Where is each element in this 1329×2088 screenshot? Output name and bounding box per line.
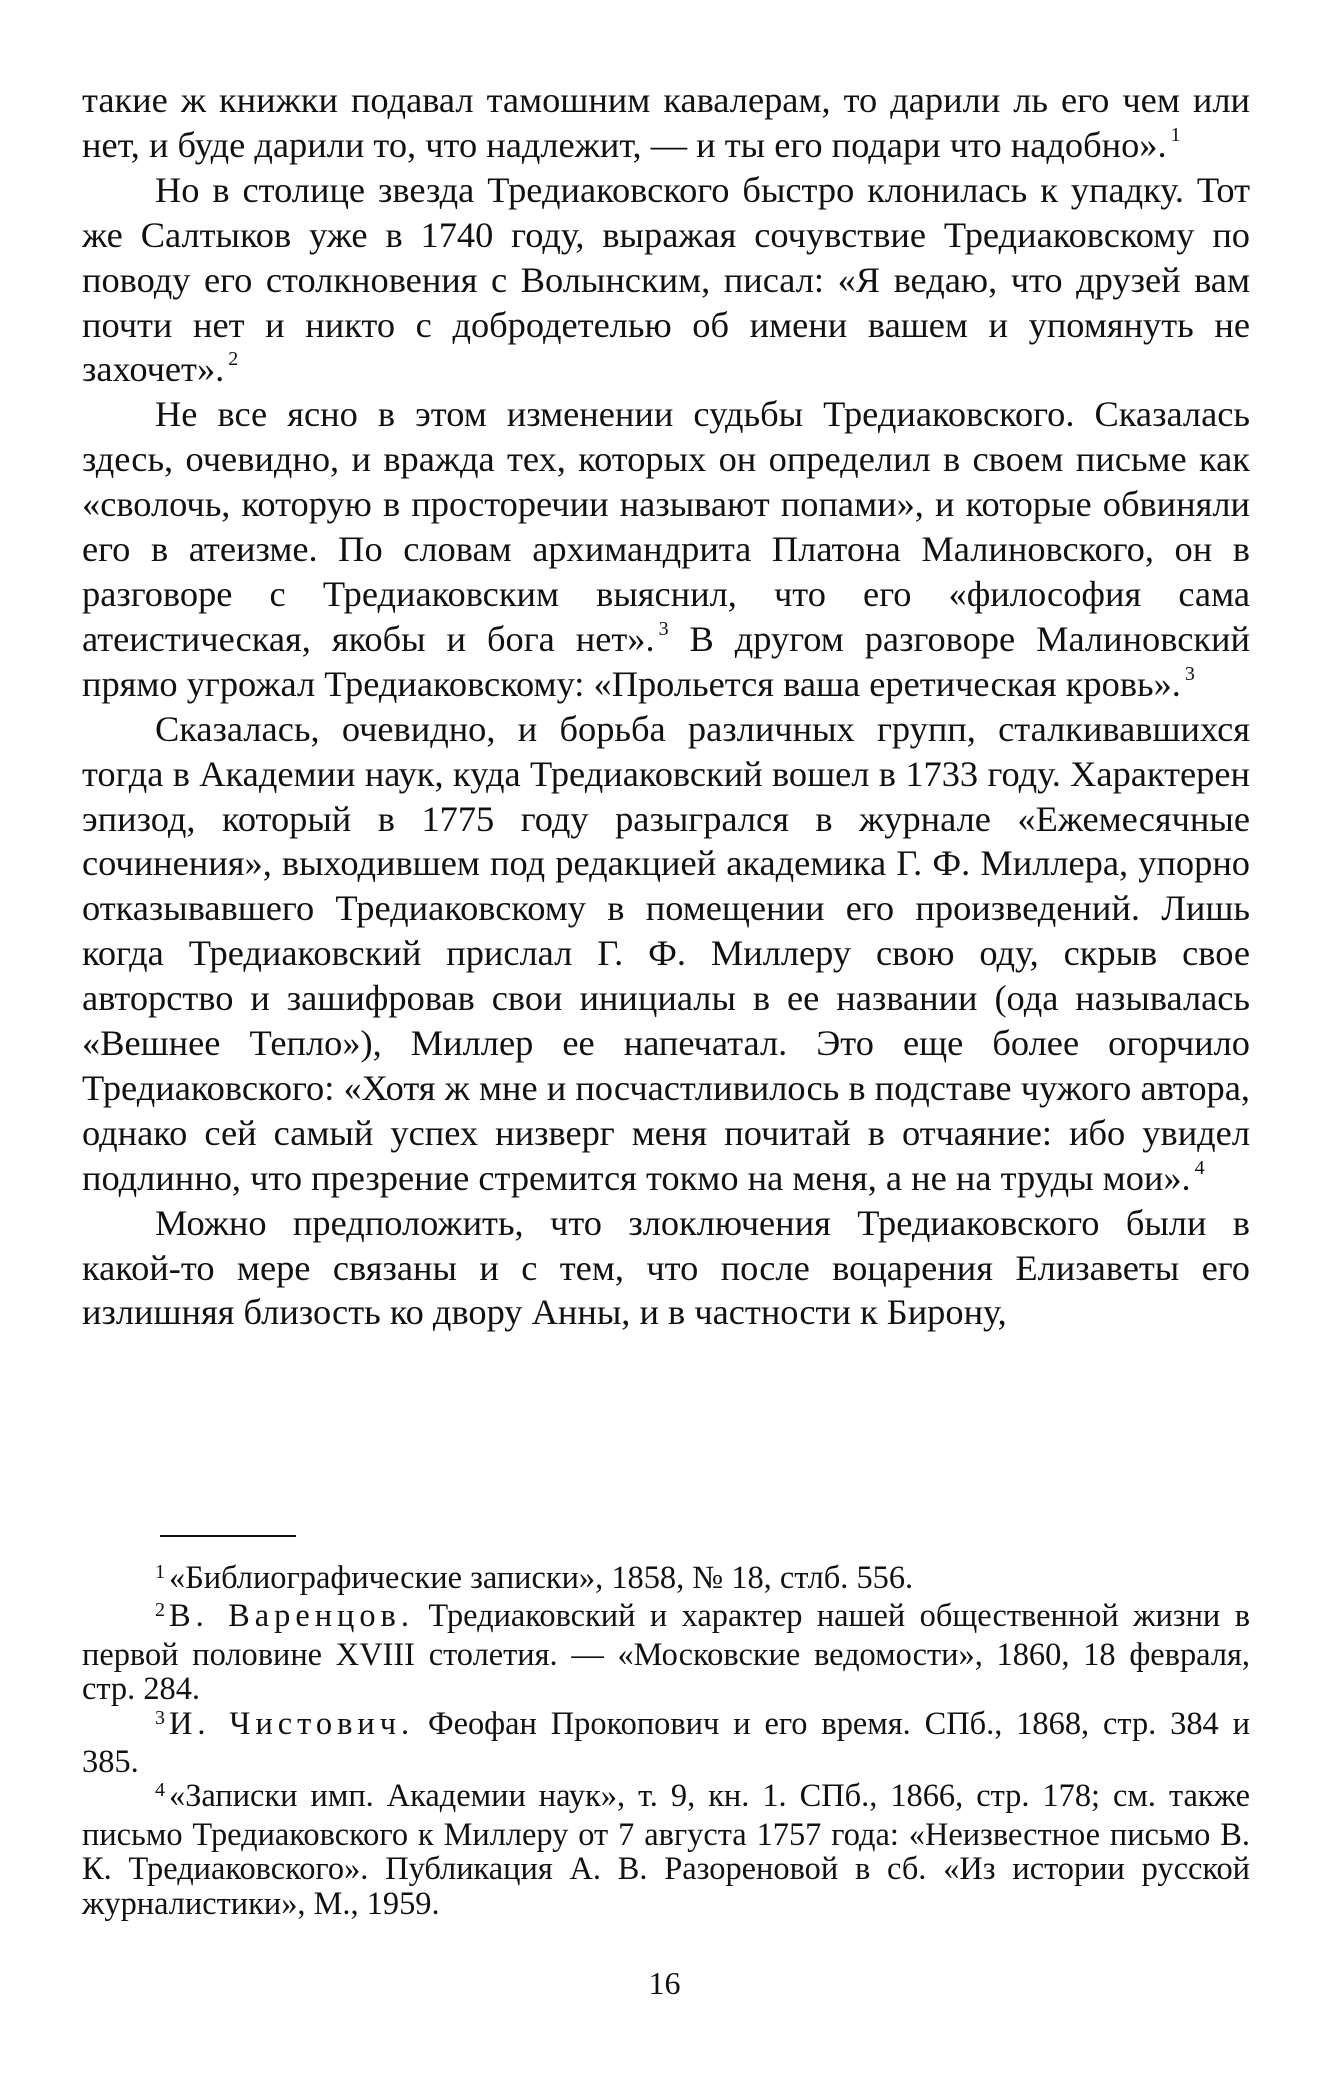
footnote-4 bbox=[82, 1779, 1250, 1921]
footnotes bbox=[82, 1561, 1250, 1921]
footnote-reference: 1 bbox=[1170, 123, 1181, 146]
footnote-reference: 2 bbox=[228, 348, 239, 371]
footnote-text: Тредиаковский и характер нашей общественной жизни в первой половине XVIII столетия. — «Московские ведомости», 1860, 18 февраля, стр. 284. bbox=[82, 1598, 1250, 1708]
footnote-1 bbox=[82, 1561, 1250, 1599]
paragraph-text: Сказалась, очевидно, и борьба различных групп, сталкивавшихся тогда в Академии наук, куда Тредиаковский вошел в 1733 году. Характерен эпизод, который в 1775 году разыгрался в журнале «Ежемесячные сочинения», выходившем под редакцией академика Г. Ф. Миллера, упорно отказывавшего Тредиаковскому в помещении его произведений. Лишь когда Тредиаковский прислал Г. Ф. Миллеру свою оду, скрыв свое авторство и зашифровав свои инициалы в ее названии (ода называлась «Вешнее Тепло»), Миллер ее напечатал. Это еще более огорчило Тредиаковского: «Хотя ж мне и посчастливилось в подставе чужого автора, однако сей самый успех низверг меня почитай в отчаяние: ибо увидел подлинно, что презрение стремится токмо на меня, а не на труды мои». bbox=[82, 708, 1250, 1198]
paragraph-text-continued: В другом разговоре Малиновский прямо угрожал Тредиаковскому: «Прольется ваша еретическая кровь». bbox=[82, 618, 1250, 704]
paragraph-4 bbox=[82, 707, 1250, 1201]
paragraph-text: Не все ясно в этом изменении судьбы Тредиаковского. Сказалась здесь, очевидно, и вражда тех, которых он определил в своем письме как «сволочь, которую в просторечии называют попами», и которые обвиняли его в атеизме. По словам архимандрита Платона Малиновского, он в разговоре с Тредиаковским выяснил, что его «философия сама атеистическая, якобы и бога нет». bbox=[82, 394, 1250, 659]
footnote-reference: 3 bbox=[658, 617, 669, 640]
footnote-number: 1 bbox=[155, 1561, 165, 1583]
footnote-number: 4 bbox=[155, 1779, 165, 1802]
footnote-number: 3 bbox=[155, 1706, 165, 1729]
main-text bbox=[82, 78, 1250, 1335]
footnote-3 bbox=[82, 1707, 1250, 1780]
footnote-author: И. Чистович. bbox=[169, 1705, 415, 1742]
footnote-2 bbox=[82, 1599, 1250, 1706]
paragraph-text: Но в столице звезда Тредиаковского быстро клонилась к упадку. Тот же Салтыков уже в 1740 году, выражая сочувствие Тредиаковскому по поводу его столкновения с Волынским, писал: «Я ведаю, что друзей вам почти нет и никто с добродетелью об имени вашем и упомянуть не захочет». bbox=[82, 169, 1250, 390]
paragraph-5 bbox=[82, 1201, 1250, 1336]
paragraph-1 bbox=[82, 78, 1250, 168]
footnote-text: «Записки имп. Академии наук», т. 9, кн. 1. СПб., 1866, стр. 178; см. также письмо Тредиаковского к Миллеру от 7 августа 1757 года: «Неизвестное письмо В. К. Тредиаковского». Публикация А. В. Разореновой в сб. «Из истории русской журналистики», М., 1959. bbox=[82, 1778, 1250, 1922]
paragraph-text: такие ж книжки подавал тамошним кавалерам, то дарили ль его чем или нет, и буде дарили то, что надлежит, — и ты его подари что надобно». bbox=[82, 80, 1250, 165]
footnote-text: Феофан Прокопович и его время. СПб., 1868, стр. 384 и 385. bbox=[82, 1705, 1250, 1781]
footnote-author: В. Варенцов. bbox=[169, 1598, 414, 1635]
footnote-text: «Библиографические записки», 1858, № 18, стлб. 556. bbox=[169, 1560, 914, 1596]
page-number: 16 bbox=[648, 1965, 681, 2001]
footnote-separator bbox=[160, 1535, 296, 1537]
paragraph-3 bbox=[82, 392, 1250, 706]
paragraph-text: Можно предположить, что злоключения Тредиаковского были в какой-то мере связаны и с тем, что после воцарения Елизаветы его излишняя близость ко двору Анны, и в частности к Бирону, bbox=[82, 1202, 1250, 1333]
footnote-reference: 4 bbox=[1194, 1156, 1205, 1179]
footnote-number: 2 bbox=[155, 1599, 165, 1622]
footnote-reference: 3 bbox=[1184, 662, 1195, 685]
paragraph-2 bbox=[82, 168, 1250, 393]
